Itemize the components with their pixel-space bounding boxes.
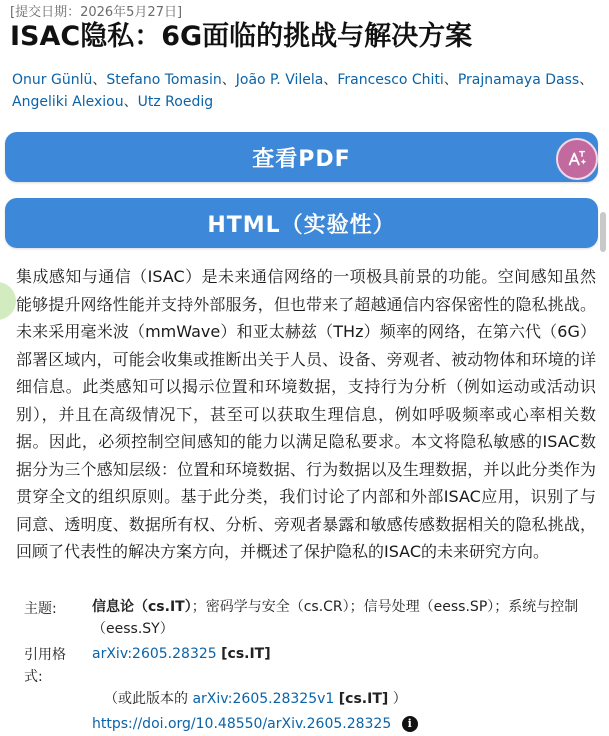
author-separator: 、 — [92, 72, 107, 88]
scroll-handle[interactable] — [600, 212, 606, 252]
author-separator: 、 — [443, 72, 458, 88]
author-separator: 、 — [323, 72, 338, 88]
translate-icon[interactable] — [556, 138, 598, 180]
author-link[interactable]: Stefano Tomasin — [106, 72, 222, 88]
doi-link[interactable]: https://doi.org/10.48550/arXiv.2605.28325 — [92, 716, 392, 732]
version-category: [cs.IT] — [338, 691, 389, 707]
author-link[interactable]: Angeliki Alexiou — [12, 94, 124, 110]
submission-date: [提交日期：2026年5月27日] — [10, 5, 183, 20]
info-icon[interactable]: i — [402, 716, 418, 732]
arxiv-id-link[interactable]: arXiv:2605.28325 — [92, 646, 217, 662]
primary-category: [cs.IT] — [221, 646, 271, 662]
abstract-text: 集成感知与通信（ISAC）是未来通信网络的一项极具前景的功能。空间感知虽然能够提升网络性能并支持外部服务，但也带来了超越通信内容保密性的隐私挑战。未来采用毫米波（mmWave）和亚太赫兹（THz）频率的网络，在第六代（6G）部署区域内，可能会收集或推断出关于人员、设备、旁观者、被动物体和环境的详细信息。此类感知可以揭示位置和环境数据，支持行为分析（例如运动或活动识别），并且在高级情况下，甚至可以获取生理信息，例如呼吸频率或心率相关数据。因此，必须控制空间感知的能力以满足隐私要求。本文将隐私敏感的ISAC数据分为三个感知层级：位置和环境数据、行为数据以及生理数据，并以此分类作为贯穿全文的组织原则。基于此分类，我们讨论了内部和外部ISAC应用，识别了与同意、透明度、数据所有权、分析、旁观者暴露和敏感传感数据相关的隐私挑战，回顾了代表性的解决方案方向，并概述了保护隐私的ISAC的未来研究方向。 — [16, 267, 596, 561]
paper-title: ISAC隐私：6G面临的挑战与解决方案 — [10, 21, 473, 52]
author-link[interactable]: Utz Roedig — [137, 94, 214, 110]
version-suffix: ） — [392, 691, 407, 707]
cite-as-label-line2: 式: — [24, 669, 43, 685]
primary-subject: 信息论（cs.IT） — [92, 599, 192, 615]
version-link[interactable]: arXiv:2605.28325v1 — [192, 691, 335, 707]
cite-as-label — [24, 644, 66, 688]
side-assistant-icon[interactable] — [0, 282, 16, 320]
author-separator: 、 — [221, 72, 236, 88]
subjects-label: 主题: — [24, 601, 57, 617]
author-link[interactable]: Francesco Chiti — [337, 72, 444, 88]
cite-as-label-line1: 引用格 — [24, 647, 66, 663]
author-separator: 、 — [123, 94, 138, 110]
cite-as-value — [92, 643, 271, 665]
view-html-button[interactable]: HTML（实验性） — [5, 198, 598, 248]
version-line — [104, 688, 407, 710]
author-separator: 、 — [579, 72, 594, 88]
author-list — [12, 69, 597, 113]
doi-line — [92, 713, 418, 735]
author-link[interactable]: Prajnamaya Dass — [457, 72, 580, 88]
subjects-value — [92, 596, 592, 640]
version-prefix: （或此版本的 — [104, 691, 188, 707]
other-subjects: ；密码学与安全（cs.CR）；信号处理（eess.SP）；系统与控制（eess.SY） — [92, 599, 579, 637]
translate-glyph-icon — [566, 148, 588, 170]
author-link[interactable]: João P. Vilela — [235, 72, 324, 88]
author-link[interactable]: Onur Günlü — [12, 72, 93, 88]
view-pdf-button[interactable]: 查看PDF — [5, 132, 598, 182]
